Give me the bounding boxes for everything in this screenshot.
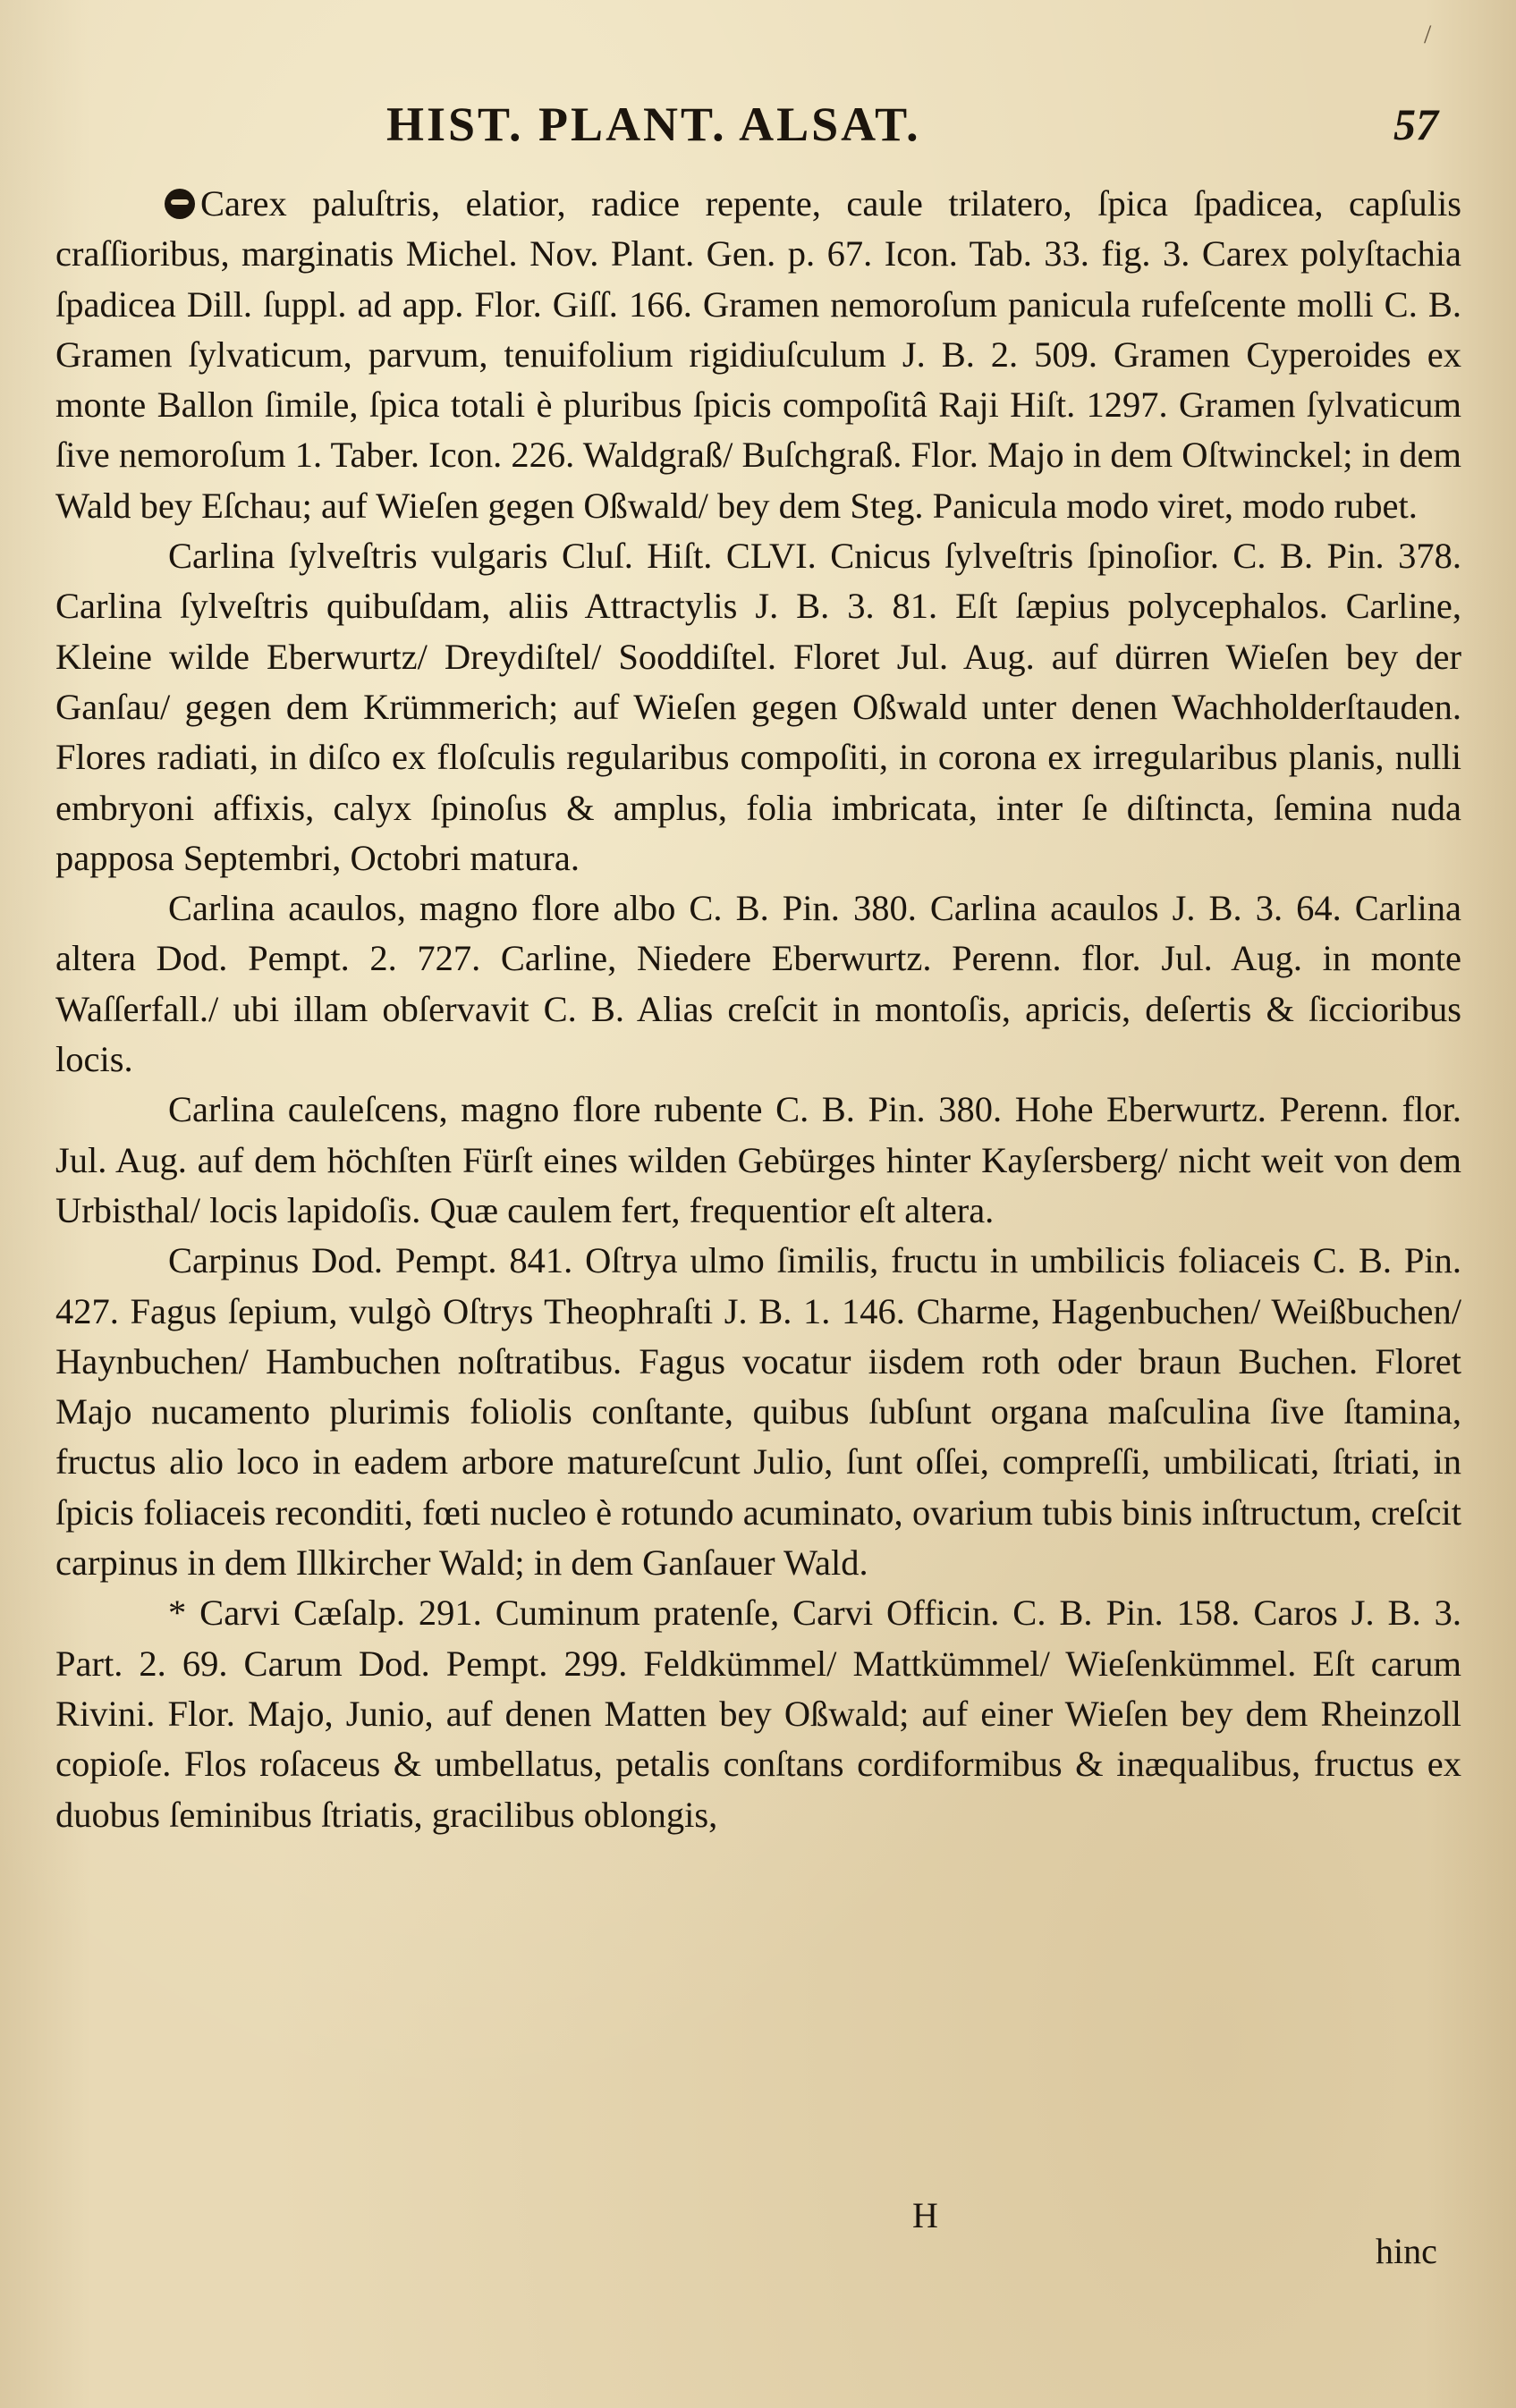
entry-carlina-acaulos: Carlina acaulos, magno flore albo C. B. Pin. 380. Carlina acaulos J. B. 3. 64. Carlina altera Dod. Pempt. 2. 727. Carline, Niedere Eberwurtz. Perenn. flor. Jul. Aug. in monte Waſſerfall./ ubi illam obſervavit C. B. Alias creſcit in montoſis, apricis, deſertis & ſiccioribus locis. bbox=[55, 888, 1461, 1080]
entry-carpinus: Carpinus Dod. Pempt. 841. Oſtrya ulmo ſimilis, fructu in umbilicis foliaceis C. B. Pin. 427. Fagus ſepium, vulgò Oſtrys Theophraſti J. B. 1. 146. Charme, Hagenbuchen/ Weißbuchen/ Haynbuchen/ Hambuchen noſtratibus. Fagus vocatur iisdem roth oder braun Buchen. Floret Majo nucamento plurimis foliolis conſtante, quibus ſubſunt organa maſculina ſive ſtamina, fructus alio loco in eadem arbore matureſcunt Julio, ſunt oſſei, compreſſi, umbilicati, ſtriati, in ſpicis foliaceis reconditi, fœti nucleo è rotundo acuminato, ovarium tubis binis inſtructum, creſcit carpinus in dem Illkircher Wald; in dem Ganſauer Wald. bbox=[55, 1240, 1461, 1584]
page-number: 57 bbox=[1393, 99, 1438, 149]
entry-carlina-sylvestris: Carlina ſylveſtris vulgaris Cluſ. Hiſt. CLVI. Cnicus ſylveſtris ſpinoſior. C. B. Pin. 378. Carlina ſylveſtris quibuſdam, aliis Attractylis J. B. 3. 81. Eſt ſæpius polycephalos. Carline, Kleine wilde Eberwurtz/ Dreydiſtel/ Sooddiſtel. Floret Jul. Aug. auf dürren Wieſen bey der Ganſau/ gegen dem Krümmerich; auf Wieſen gegen Oßwald unter denen Wachholderſtauden. Flores radiati, in diſco ex floſculis regularibus compoſiti, in corona ex irregularibus planis, nulli embryoni affixis, calyx ſpinoſus & amplus, folia imbricata, inter ſe diſtincta, ſemina nuda papposa Septembri, Octobri matura. bbox=[55, 536, 1461, 878]
entry-carlina-caulescens: Carlina cauleſcens, magno flore rubente C. B. Pin. 380. Hohe Eberwurtz. Perenn. flor. Jul. Aug. auf dem höchſten Fürſt eines wilden Gebürges hinter Kayſersberg/ nicht weit von dem Urbisthal/ locis lapidoſis. Quæ caulem fert, frequentior eſt altera. bbox=[55, 1089, 1461, 1230]
signature-mark: H bbox=[912, 2195, 938, 2235]
running-head bbox=[0, 97, 1516, 159]
circle-symbol-icon bbox=[165, 189, 195, 219]
corner-pencil-mark: / bbox=[1424, 20, 1432, 49]
main-text bbox=[55, 179, 1461, 1840]
running-title: HIST. PLANT. ALSAT. bbox=[386, 97, 921, 151]
entry-text: Carex paluſtris, elatior, radice repente, caule trilatero, ſpica ſpadicea, capſulis craſſioribus, marginatis Michel. Nov. Plant. Gen. p. 67. Icon. Tab. 33. fig. 3. Carex polyſtachia ſpadicea Dill. ſuppl. ad app. Flor. Giſſ. 166. Gramen nemoroſum panicula rufeſcente molli C. B. Gramen ſylvaticum, parvum, tenuifolium rigidiuſculum J. B. 2. 509. Gramen Cyperoides ex monte Ballon ſimile, ſpica totali è pluribus ſpicis compoſitâ Raji Hiſt. 1297. Gramen ſylvaticum ſive nemoroſum 1. Taber. Icon. 226. Waldgraß/ Buſchgraß. Flor. Majo in dem Oſtwinckel; in dem Wald bey Eſchau; auf Wieſen gegen Oßwald/ bey dem Steg. Panicula modo viret, modo rubet. bbox=[55, 183, 1461, 526]
entry-carvi: * Carvi Cæſalp. 291. Cuminum pratenſe, Carvi Officin. C. B. Pin. 158. Caros J. B. 3. Part. 2. 69. Carum Dod. Pempt. 299. Feldkümmel/ Mattkümmel/ Wieſenkümmel. Eſt carum Rivini. Flor. Majo, Junio, auf denen Matten bey Oßwald; auf einer Wieſen bey dem Rheinzoll copioſe. Flos roſaceus & umbellatus, petalis conſtans cordiformibus & inæqualibus, fructus ex duobus ſeminibus ſtriatis, gracilibus oblongis, bbox=[55, 1593, 1461, 1835]
entry-carex bbox=[55, 179, 1461, 531]
catchword: hinc bbox=[1376, 2231, 1437, 2271]
page-foot bbox=[0, 2194, 1516, 2275]
